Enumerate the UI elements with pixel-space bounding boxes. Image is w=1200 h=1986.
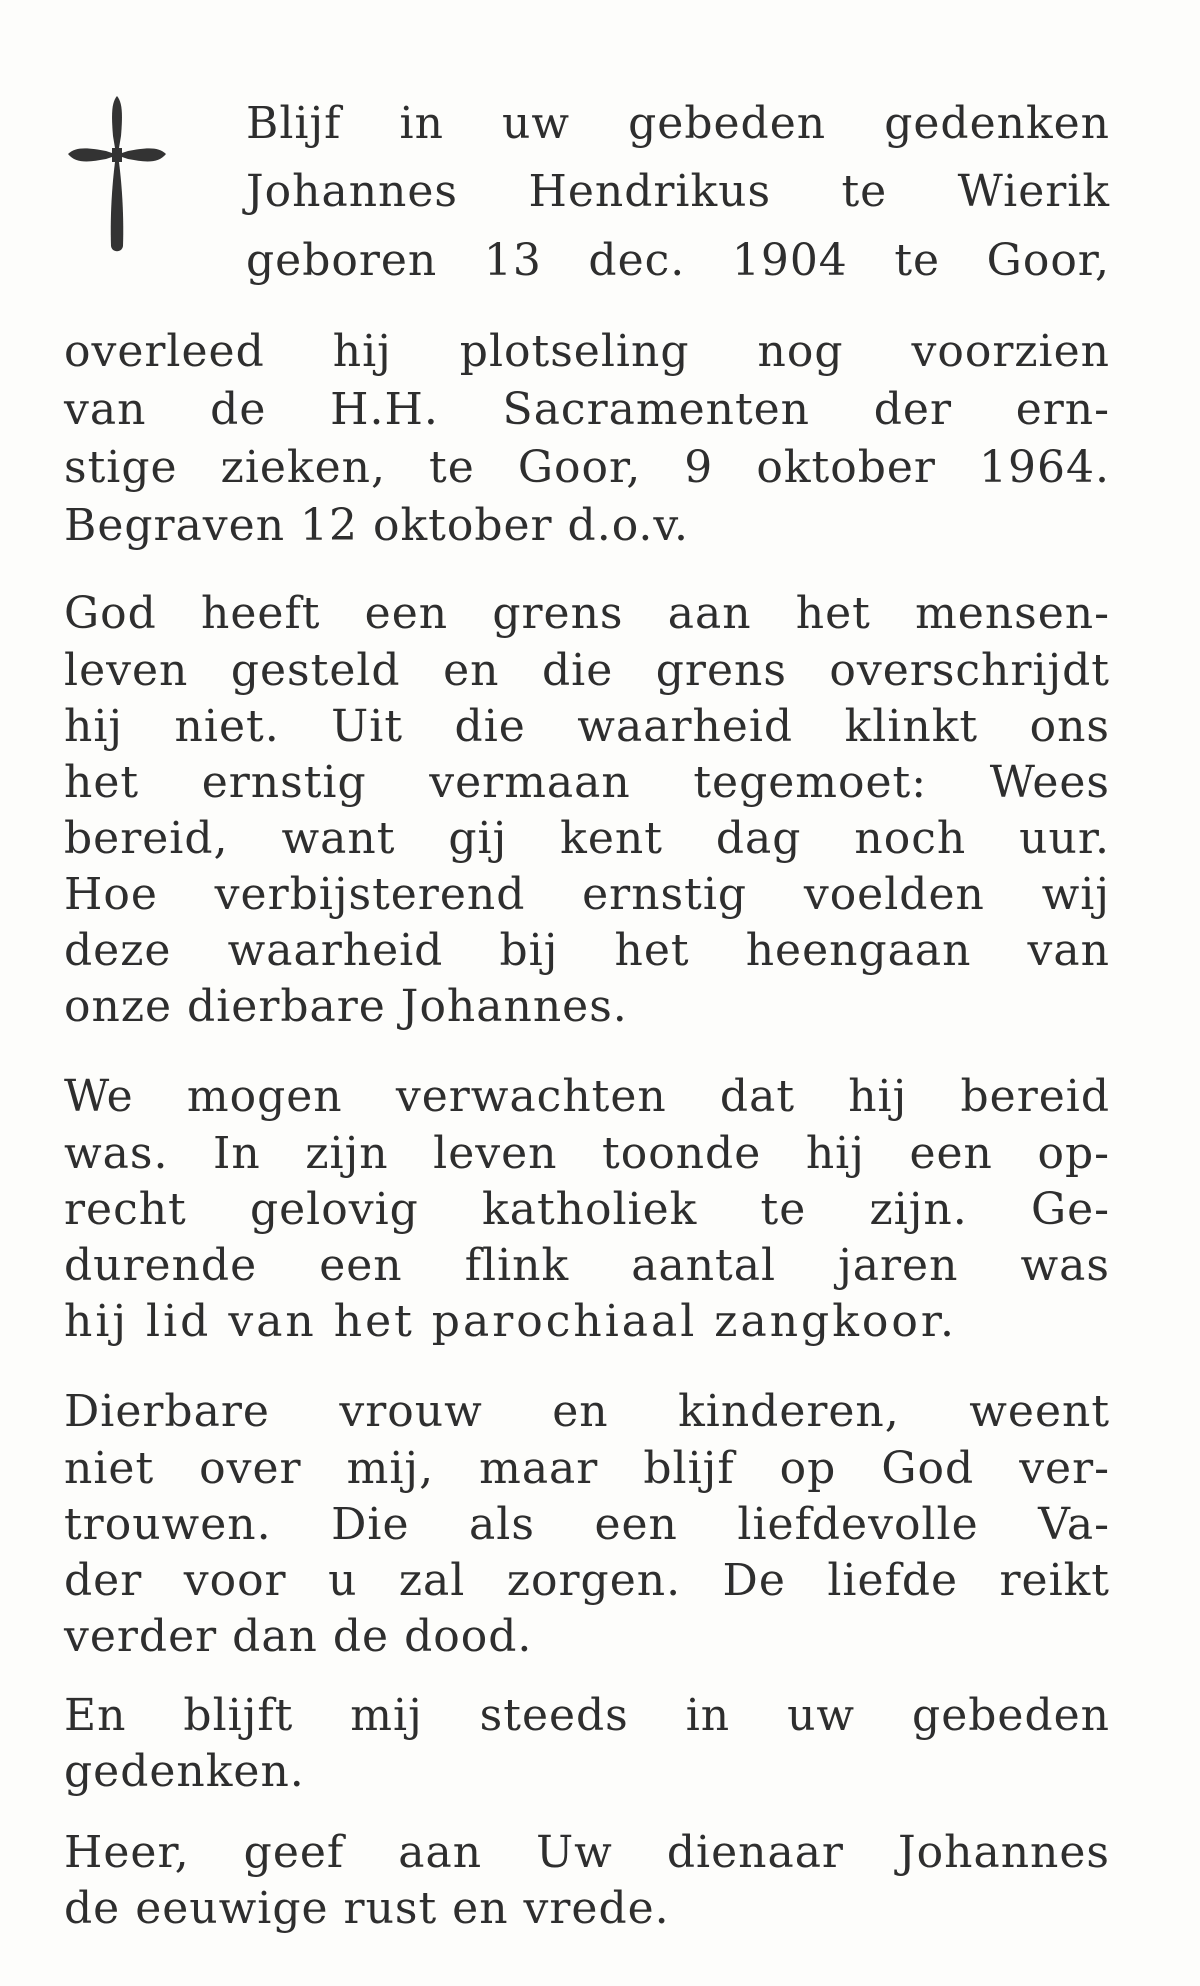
paragraph-3-line-3: recht gelovig katholiek te zijn. Ge- bbox=[64, 1184, 1110, 1235]
paragraph-1-line-4: Begraven 12 oktober d.o.v. bbox=[64, 500, 690, 551]
paragraph-2-line-7: deze waarheid bij het heengaan van bbox=[64, 925, 1110, 976]
paragraph-1-line-3: stige zieken, te Goor, 9 oktober 1964. bbox=[64, 442, 1110, 493]
paragraph-4-line-3: trouwen. Die als een liefdevolle Va- bbox=[64, 1499, 1110, 1550]
paragraph-2-line-4: het ernstig vermaan tegemoet: Wees bbox=[64, 757, 1110, 808]
paragraph-2-line-1: God heeft een grens aan het mensen- bbox=[64, 588, 1110, 639]
paragraph-4-line-5: verder dan de dood. bbox=[64, 1611, 533, 1662]
paragraph-3-line-1: We mogen verwachten dat hij bereid bbox=[64, 1071, 1110, 1122]
paragraph-4-line-4: der voor u zal zorgen. De liefde reikt bbox=[64, 1555, 1110, 1606]
header-line-1: Blijf in uw gebeden gedenken bbox=[246, 98, 1110, 149]
paragraph-5-line-1: En blijft mij steeds in uw gebeden bbox=[64, 1690, 1110, 1741]
paragraph-2-line-8: onze dierbare Johannes. bbox=[64, 981, 628, 1032]
latin-cross-icon bbox=[68, 96, 166, 256]
paragraph-2-line-5: bereid, want gij kent dag noch uur. bbox=[64, 813, 1110, 864]
paragraph-1-line-1: overleed hij plotseling nog voorzien bbox=[64, 326, 1110, 377]
paragraph-2-line-6: Hoe verbijsterend ernstig voelden wij bbox=[64, 869, 1110, 920]
paragraph-3-line-2: was. In zijn leven toonde hij een op- bbox=[64, 1128, 1110, 1179]
paragraph-5-line-2: gedenken. bbox=[64, 1746, 305, 1797]
paragraph-3-line-5: hij lid van het parochiaal zangkoor. bbox=[64, 1296, 958, 1347]
paragraph-2-line-2: leven gesteld en die grens overschrijdt bbox=[64, 645, 1110, 696]
paragraph-6-line-2: de eeuwige rust en vrede. bbox=[64, 1883, 670, 1934]
paragraph-4-line-2: niet over mij, maar blijf op God ver- bbox=[64, 1443, 1110, 1494]
paragraph-1-line-2: van de H.H. Sacramenten der ern- bbox=[64, 384, 1110, 435]
header-line-3: geboren 13 dec. 1904 te Goor, bbox=[246, 235, 1110, 286]
paragraph-6-line-1: Heer, geef aan Uw dienaar Johannes bbox=[64, 1827, 1110, 1878]
paragraph-4-line-1: Dierbare vrouw en kinderen, weent bbox=[64, 1386, 1110, 1437]
paragraph-3-line-4: durende een flink aantal jaren was bbox=[64, 1240, 1110, 1291]
header-line-2: Johannes Hendrikus te Wierik bbox=[246, 166, 1110, 217]
paragraph-2-line-3: hij niet. Uit die waarheid klinkt ons bbox=[64, 701, 1110, 752]
